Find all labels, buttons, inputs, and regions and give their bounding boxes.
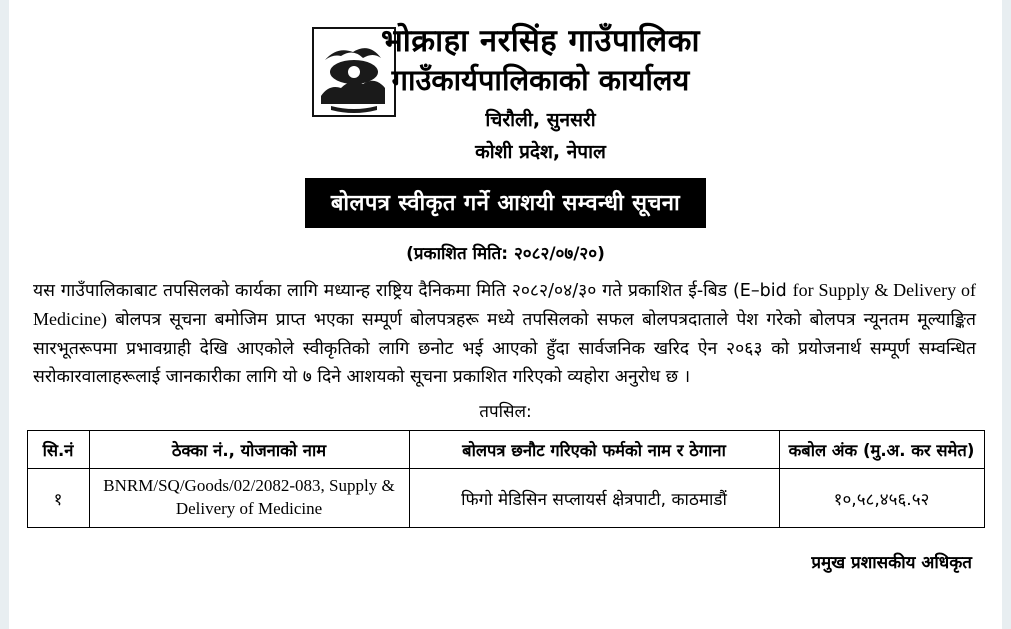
body-text-part2: बोलपत्र सूचना बमोजिम प्राप्त भएका सम्पूर्ण बोलपत्रहरू मध्ये तपसिलको सफल बोलपत्रदाताले पेश गरेको बोलपत्र न्यूनतम मूल्याङ्कित सारभूतरूपमा प्रभावग्राही देखि आएकोले स्वीकृतिको लागि छनोट भई आएको हुँदा सार्वजनिक खरिद ऐन २०६३ को प्रयोजनार्थ सम्पूर्ण सम्वन्धित सरोकारवालाहरूलाई जानकारीका लागि यो ७ दिने आशयको सूचना प्रकाशित गरिएको व्यहोरा अनुरोध छ । [33,310,976,387]
org-name-line2: गाउँकार्यपालिकाको कार्यालय [391,62,690,97]
table-header-amount: कबोल अंक (मु.अ. कर समेत) [779,431,984,469]
address-line2: कोशी प्रदेश, नेपाल [475,140,606,163]
table-header-project: ठेक्का नं., योजनाको नाम [89,431,409,469]
tapasil-label: तपसिल: [479,402,532,423]
notice-banner-title: बोलपत्र स्वीकृत गर्ने आशयी सम्वन्धी सूचना [305,178,706,228]
bid-result-table [27,430,985,528]
table-row [27,469,984,528]
org-titles [381,22,700,164]
document-header [9,0,1002,164]
signature-designation: प्रमुख प्रशासकीय अधिकृत [811,553,972,574]
banner-container [9,178,1002,228]
address-line1: चिरौली, सुनसरी [485,108,596,131]
table-header-row [27,431,984,469]
published-date: (प्रकाशित मिति: २०८२/०७/२०) [406,243,605,264]
cell-sn: १ [27,469,89,528]
table-header-firm: बोलपत्र छनौट गरिएको फर्मको नाम र ठेगाना [409,431,779,469]
cell-project: BNRM/SQ/Goods/02/2082-083, Supply & Delivery of Medicine [89,469,409,528]
table-header-sn: सि.नं [27,431,89,469]
cell-firm: फिगो मेडिसिन सप्लायर्स क्षेत्रपाटी, काठमाडौं [409,469,779,528]
notice-body [33,276,976,391]
cell-amount: १०,५८,४५६.५२ [779,469,984,528]
body-text-latin: for Supply & Delivery of Medicine) [33,279,977,330]
body-text-part1: यस गाउँपालिकाबाट तपसिलको कार्यका लागि मध्यान्ह राष्ट्रिय दैनिकमा मिति २०८२/०४/३० गते प्रकाशित ई-बिड (E–bid [33,280,793,301]
document-inner [9,0,1002,629]
org-name-line1: भोक्राहा नरसिंह गाउँपालिका [380,23,701,59]
